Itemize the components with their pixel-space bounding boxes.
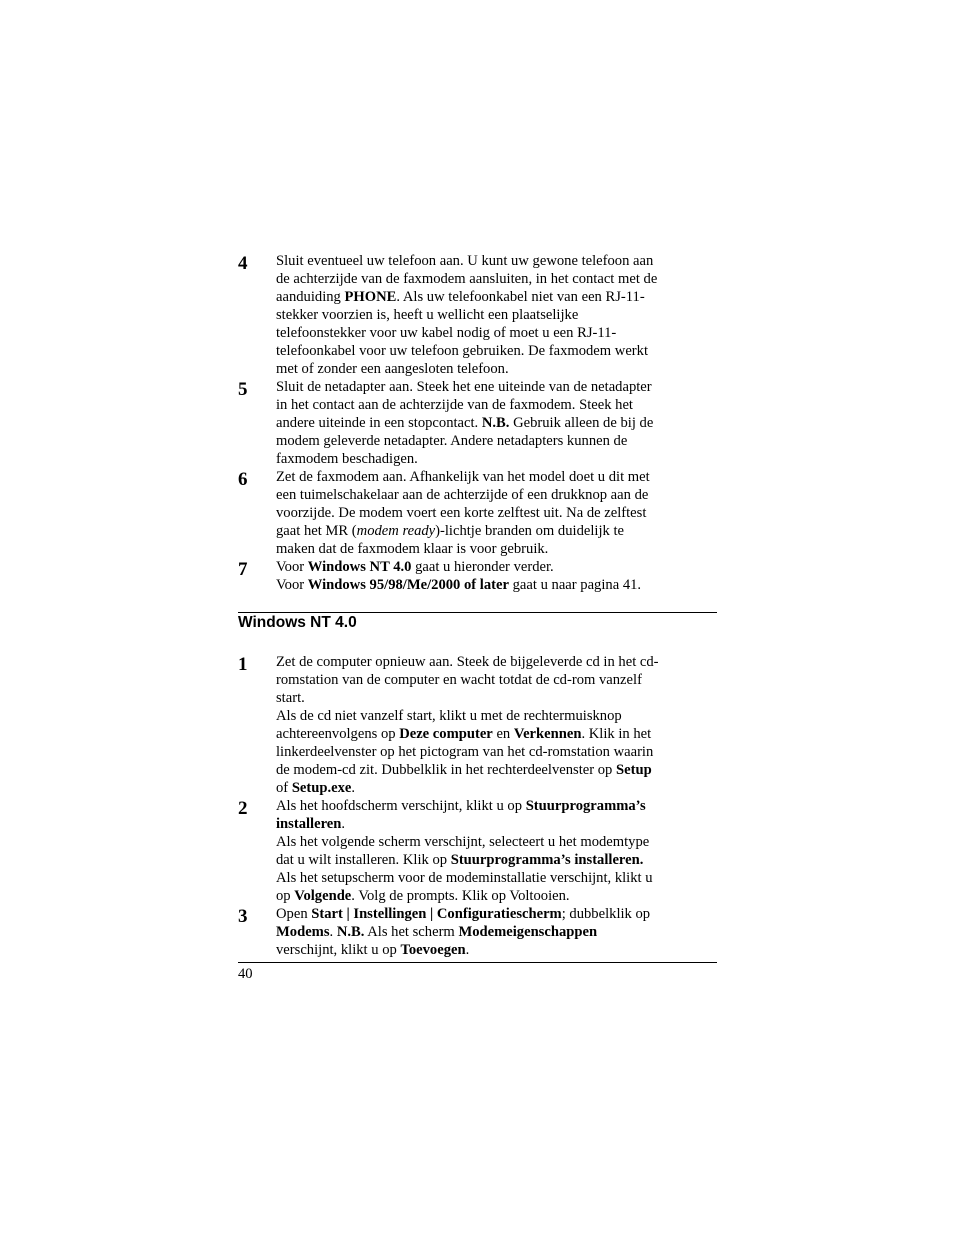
step-text [276,252,696,378]
text-segment: en [492,726,514,742]
text-line [276,851,696,869]
bold-term: Verkennen [513,726,582,742]
text-line [276,486,696,504]
bold-term: Modems [276,924,330,940]
text-segment: ; dubbelklik op [561,906,651,922]
text-segment: de achterzijde van de faxmodem aansluiten, in het contact met de [276,271,658,287]
bold-term: Stuurprogramma’s [525,798,646,814]
text-segment: voorzijde. De modem voert een korte zelftest uit. Na de zelftest [276,505,647,521]
step-item [238,468,718,558]
text-segment: of [276,780,292,796]
step-item [238,653,718,797]
text-segment: Als het setupscherm voor de modeminstallatie verschijnt, klikt u [276,870,653,886]
text-line [276,252,696,270]
text-segment: Sluit de netadapter aan. Steek het ene uiteinde van de netadapter [276,379,652,395]
text-segment: maken dat de faxmodem klaar is voor gebruik. [276,541,549,557]
step-item [238,905,718,959]
text-segment: . Als uw telefoonkabel niet van een RJ-11- [396,289,645,305]
step-number: 2 [238,798,248,819]
text-segment: Zet de computer opnieuw aan. Steek de bijgeleverde cd in het cd- [276,654,659,670]
text-segment: faxmodem beschadigen. [276,451,418,467]
text-line [276,725,696,743]
text-segment: gaat het MR ( [276,523,357,539]
text-segment: achtereenvolgens op [276,726,400,742]
step-text [276,378,696,468]
text-segment: romstation van de computer en wacht totdat de cd-rom vanzelf [276,672,642,688]
text-line [276,414,696,432]
step-number: 1 [238,654,248,675]
text-segment: gaat u naar pagina 41. [508,577,642,593]
bold-term: Setup.exe [291,780,352,796]
bold-term: Volgende [294,888,352,904]
text-line [276,522,696,540]
text-segment: linkerdeelvenster op het pictogram van het cd-romstation waarin [276,744,654,760]
bold-term: Windows NT 4.0 [307,559,412,575]
step-number: 4 [238,253,248,274]
text-line [276,869,696,887]
text-segment: telefoonstekker voor uw kabel nodig of moet u een RJ-11- [276,325,617,341]
text-line [276,905,696,923]
bold-term: N.B. [481,415,510,431]
text-segment: Sluit eventueel uw telefoon aan. U kunt uw gewone telefoon aan [276,253,654,269]
text-line [276,342,696,360]
text-line [276,306,696,324]
step-number: 7 [238,559,248,580]
text-segment: )-lichtje branden om duidelijk te [435,523,624,539]
text-segment: Voor [276,577,308,593]
text-line [276,504,696,522]
text-line [276,671,696,689]
text-line [276,288,696,306]
text-segment: Als het hoofdscherm verschijnt, klikt u op [276,798,526,814]
text-line [276,432,696,450]
text-segment: in het contact aan de achterzijde van de faxmodem. Steek het [276,397,633,413]
text-segment: Als het scherm [364,924,459,940]
text-line [276,468,696,486]
text-segment: . Volg de prompts. Klik op Voltooien. [351,888,570,904]
text-segment: . [351,780,356,796]
text-segment: op [276,888,295,904]
step-text [276,468,696,558]
text-line [276,833,696,851]
text-line [276,360,696,378]
section-heading: Windows NT 4.0 [238,614,357,631]
text-line [276,887,696,905]
step-text [276,558,696,594]
step-number: 3 [238,906,248,927]
text-line [276,324,696,342]
bold-term: Windows 95/98/Me/2000 of later [307,577,509,593]
page-number: 40 [238,966,253,982]
text-segment: dat u wilt installeren. Klik op [276,852,451,868]
step-text [276,905,696,959]
footer-rule [238,962,717,963]
text-segment: start. [276,690,305,706]
bold-term: N.B. [336,924,365,940]
step-item [238,558,718,594]
step-item [238,378,718,468]
bold-term: Modemeigenschappen [458,924,598,940]
text-segment: met of zonder een aangesloten telefoon. [276,361,509,377]
text-line [276,576,696,594]
bold-term: Deze computer [399,726,493,742]
text-line [276,689,696,707]
bold-term: Stuurprogramma’s installeren. [450,852,644,868]
bold-term: Toevoegen [400,942,466,958]
text-line [276,797,696,815]
step-item [238,797,718,905]
text-segment: verschijnt, klikt u op [276,942,401,958]
text-line [276,743,696,761]
text-segment: . Klik in het [581,726,652,742]
text-segment: Open [276,906,312,922]
text-segment: gaat u hieronder verder. [411,559,554,575]
text-line [276,558,696,576]
text-segment: Gebruik alleen de bij de [509,415,654,431]
italic-term: modem ready [356,523,436,539]
text-line [276,779,696,797]
text-line [276,450,696,468]
step-number: 6 [238,469,248,490]
text-segment: . [465,942,470,958]
text-line [276,761,696,779]
text-segment: telefoonkabel voor uw telefoon gebruiken. De faxmodem werkt [276,343,649,359]
step-text [276,797,696,905]
step-item [238,252,718,378]
text-segment: Voor [276,559,308,575]
bold-term: installeren [276,816,342,832]
text-segment: Als het volgende scherm verschijnt, selecteert u het modemtype [276,834,650,850]
text-segment: Zet de faxmodem aan. Afhankelijk van het model doet u dit met [276,469,650,485]
bold-term: PHONE [344,289,397,305]
step-number: 5 [238,379,248,400]
text-segment: Als de cd niet vanzelf start, klikt u met de rechtermuisknop [276,708,622,724]
text-segment: . [341,816,346,832]
text-line [276,653,696,671]
text-segment: modem geleverde netadapter. Andere netadapters kunnen de [276,433,628,449]
text-line [276,707,696,725]
text-line [276,270,696,288]
text-line [276,815,696,833]
step-text [276,653,696,797]
text-line [276,396,696,414]
text-segment: . [329,924,337,940]
text-segment: een tuimelschakelaar aan de achterzijde of een drukknop aan de [276,487,649,503]
text-line [276,378,696,396]
text-segment: aanduiding [276,289,345,305]
text-line [276,923,696,941]
bold-term: Start | Instellingen | Configuratiescherm [311,906,562,922]
text-segment: stekker voorzien is, heeft u wellicht een plaatselijke [276,307,579,323]
text-segment: de modem-cd zit. Dubbelklik in het rechterdeelvenster op [276,762,616,778]
text-segment: andere uiteinde in een stopcontact. [276,415,482,431]
bold-term: Setup [616,762,652,778]
text-line [276,941,696,959]
text-line [276,540,696,558]
